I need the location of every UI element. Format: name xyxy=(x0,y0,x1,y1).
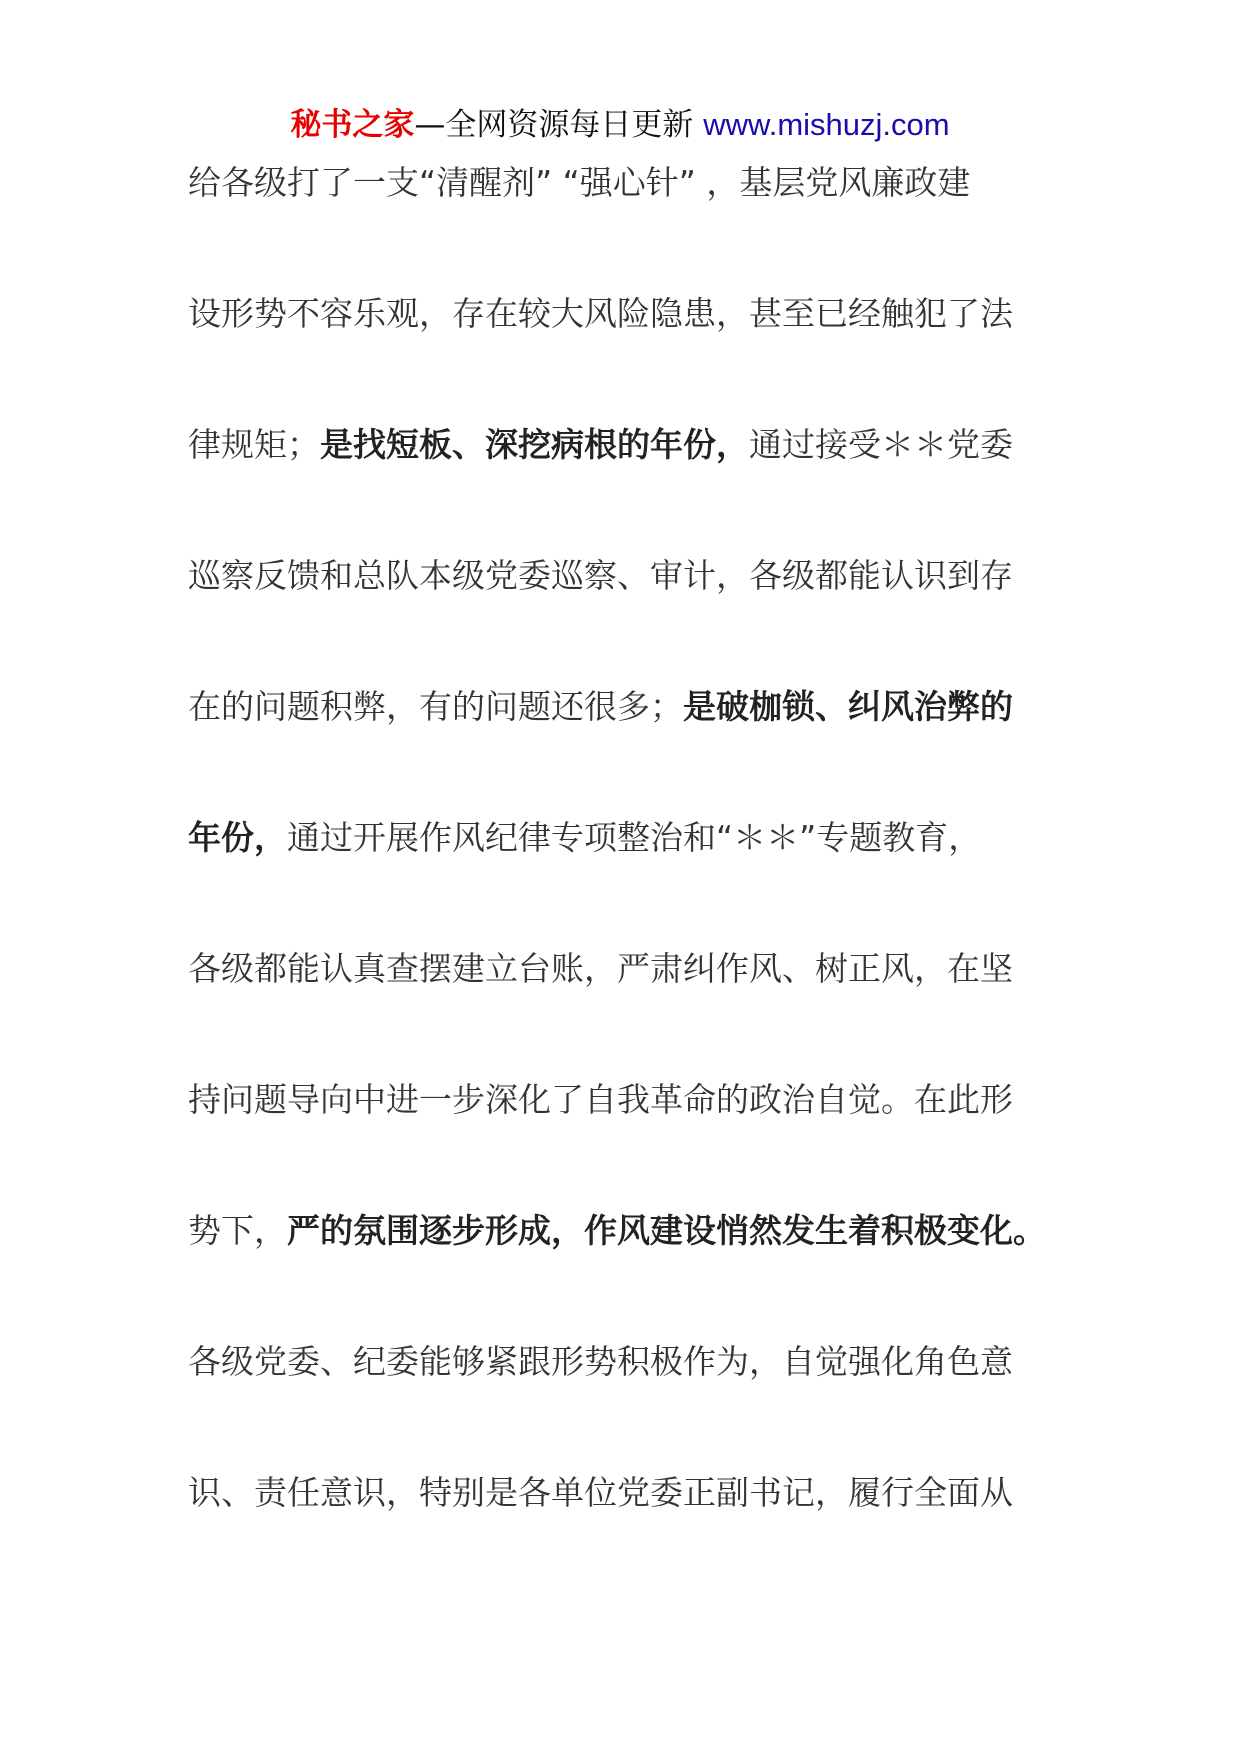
document-body xyxy=(188,158,1068,1599)
text-line xyxy=(188,1206,1068,1337)
text-line xyxy=(188,1468,1068,1599)
text-line xyxy=(188,289,1068,420)
bold-text-segment: 是找短板、深挖病根的年份， xyxy=(320,425,749,464)
text-line xyxy=(188,813,1068,944)
bold-text-segment: 严的氛围逐步形成，作风建设悄然发生着积极变化。 xyxy=(287,1211,1046,1250)
text-segment: 持问题导向中进一步深化了自我革命的政治自觉。在此形 xyxy=(188,1080,1013,1119)
text-segment: 巡察反馈和总队本级党委巡察、审计，各级都能认识到存 xyxy=(188,556,1013,595)
site-brand: 秘书之家 xyxy=(290,107,415,143)
text-line xyxy=(188,944,1068,1075)
text-segment: 在的问题积弊，有的问题还很多； xyxy=(188,687,683,726)
site-header xyxy=(0,100,1240,150)
text-line xyxy=(188,551,1068,682)
text-segment: 识、责任意识，特别是各单位党委正副书记，履行全面从 xyxy=(188,1473,1013,1512)
text-segment: 各级都能认真查摆建立台账，严肃纠作风、树正风，在坚 xyxy=(188,949,1013,988)
site-tagline: —全网资源每日更新 xyxy=(414,107,694,143)
site-url-link[interactable]: www.mishuzj.com xyxy=(703,107,950,142)
bold-text-segment: 是破枷锁、纠风治弊的 xyxy=(683,687,1013,726)
text-line xyxy=(188,158,1068,289)
text-segment: 通过开展作风纪律专项整治和“＊＊”专题教育， xyxy=(287,818,982,857)
bold-text-segment: 年份， xyxy=(188,818,287,857)
text-segment: 律规矩； xyxy=(188,425,320,464)
text-segment: 势下， xyxy=(188,1211,287,1250)
text-segment: 通过接受＊＊党委 xyxy=(749,425,1013,464)
text-line xyxy=(188,1337,1068,1468)
text-line xyxy=(188,420,1068,551)
text-segment: 给各级打了一支“清醒剂” “强心针” ，基层党风廉政建 xyxy=(188,163,971,202)
text-line xyxy=(188,682,1068,813)
text-segment: 各级党委、纪委能够紧跟形势积极作为，自觉强化角色意 xyxy=(188,1342,1013,1381)
text-line xyxy=(188,1075,1068,1206)
text-segment: 设形势不容乐观，存在较大风险隐患，甚至已经触犯了法 xyxy=(188,294,1013,333)
